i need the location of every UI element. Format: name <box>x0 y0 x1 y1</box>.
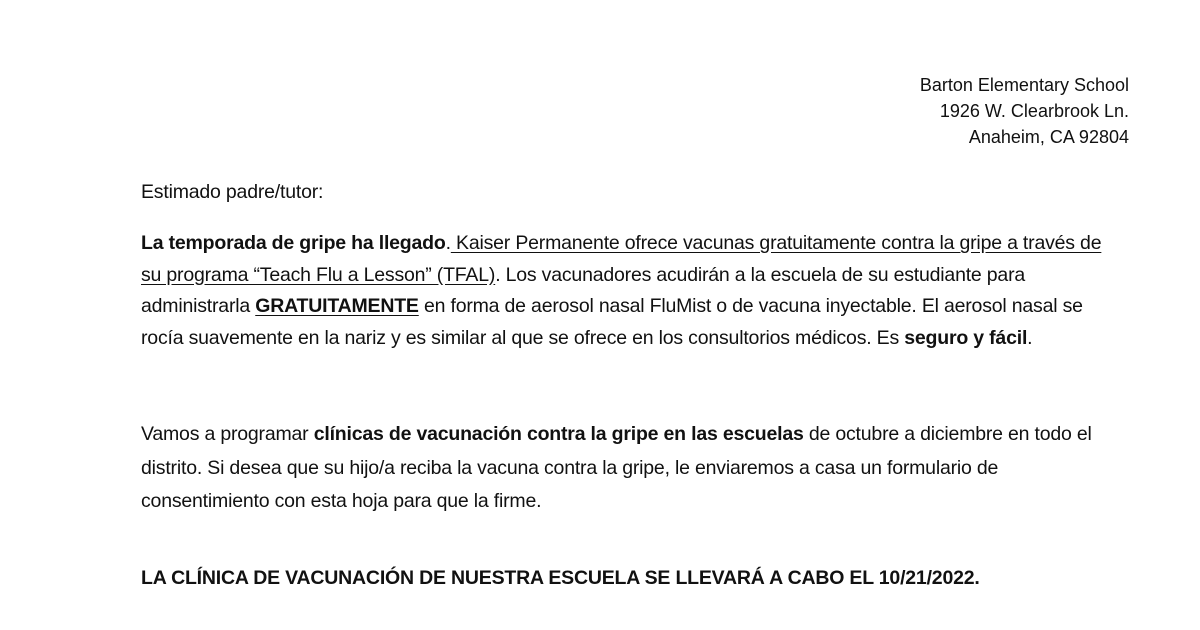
intro-period: . <box>445 232 451 254</box>
school-address <box>920 72 1129 150</box>
city-state-zip: Anaheim, CA 92804 <box>968 127 1129 147</box>
vaccinators-text: . Los vacunadores acudirán a la escuela de su estudiante para administrarla <box>141 263 1026 317</box>
paragraph-clinics <box>141 418 1116 519</box>
salutation: Estimado padre/tutor: <box>141 181 324 203</box>
safe-easy-emphasis: seguro y fácil <box>904 326 1028 349</box>
school-clinics-emphasis: clínicas de vacunación contra la gripe en las escuelas <box>313 423 804 445</box>
paragraph-flu-season <box>141 228 1116 354</box>
clinic-date-announcement: LA CLÍNICA DE VACUNACIÓN DE NUESTRA ESCUELA SE LLEVARÁ A CABO EL 10/21/2022. <box>141 567 980 589</box>
school-name: Barton Elementary School <box>919 75 1129 95</box>
tfal-program-text: Kaiser Permanente ofrece vacunas gratuitamente contra la gripe a través de su programa “Teach Flu a Lesson” (TFAL) <box>141 232 1102 286</box>
flumist-text: en forma de aerosol nasal FluMist o de vacuna inyectable. El aerosol nasal se rocía suavemente en la nariz y es similar al que se ofrece en los consultorios médicos. Es <box>141 295 1083 349</box>
flu-season-heading: La temporada de gripe ha llegado <box>141 232 446 254</box>
street-address: 1926 W. Clearbrook Ln. <box>939 101 1129 121</box>
paragraph1-end: . <box>1027 326 1033 349</box>
free-emphasis: GRATUITAMENTE <box>255 295 419 317</box>
consent-form-text: de octubre a diciembre en todo el distrito. Si desea que su hijo/a reciba la vacuna contra la gripe, le enviaremos a casa un formulario de consentimiento con esta hoja para que la firme. <box>141 423 1092 512</box>
clinics-intro: Vamos a programar <box>141 423 314 445</box>
